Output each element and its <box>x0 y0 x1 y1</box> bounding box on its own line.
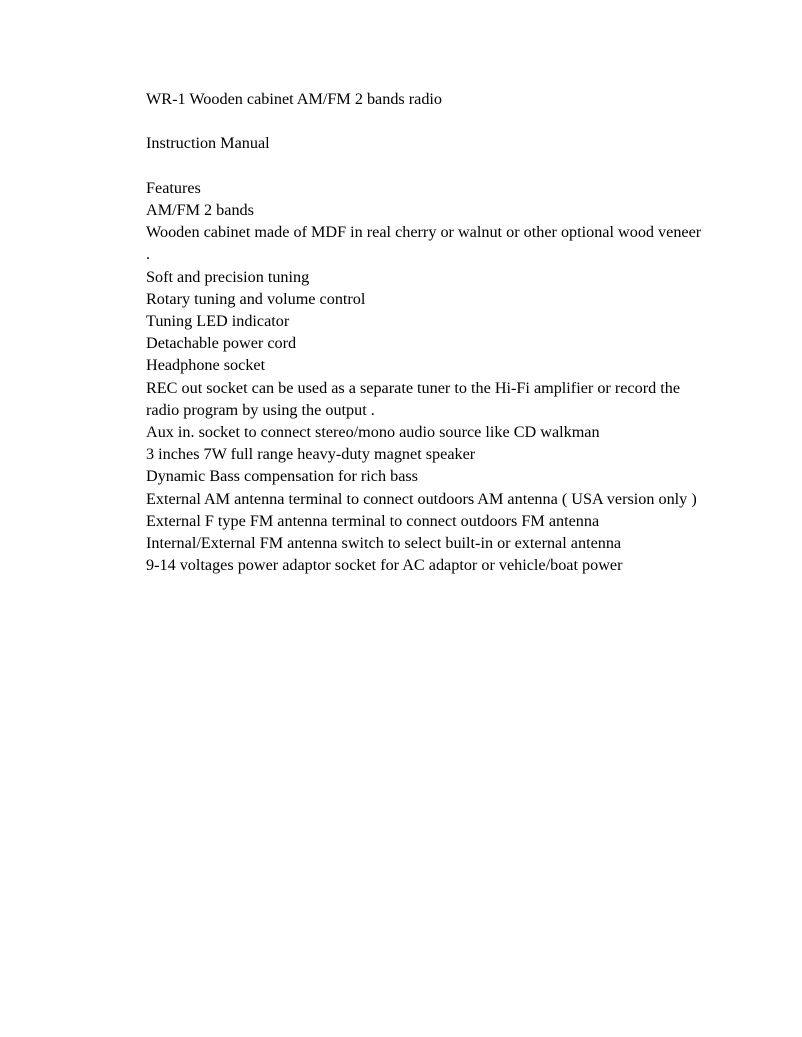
feature-item: 3 inches 7W full range heavy-duty magnet speaker <box>146 445 476 464</box>
spacer <box>146 155 706 177</box>
feature-item: Aux in. socket to connect stereo/mono audio source like CD walkman <box>146 423 600 442</box>
document-page <box>146 88 706 576</box>
feature-item: AM/FM 2 bands <box>146 200 254 219</box>
feature-item: Headphone socket <box>146 356 266 375</box>
features-heading: Features <box>146 178 201 197</box>
feature-item: Rotary tuning and volume control <box>146 289 366 308</box>
feature-item: Detachable power cord <box>146 334 297 353</box>
feature-item: 9-14 voltages power adaptor socket for AC adaptor or vehicle/boat power <box>146 556 623 575</box>
feature-item: External AM antenna terminal to connect outdoors AM antenna ( USA version only ) <box>146 489 697 508</box>
spacer <box>146 110 706 132</box>
feature-item: REC out socket can be used as a separate tuner to the Hi-Fi amplifier or record the radio program by using the output . <box>146 378 685 419</box>
document-subtitle: Instruction Manual <box>146 134 270 153</box>
feature-item: Wooden cabinet made of MDF in real cherry or walnut or other optional wood veneer . <box>146 223 706 264</box>
feature-item: External F type FM antenna terminal to connect outdoors FM antenna <box>146 511 600 530</box>
feature-item: Soft and precision tuning <box>146 267 310 286</box>
feature-item: Internal/External FM antenna switch to select built-in or external antenna <box>146 534 622 553</box>
features-list <box>146 199 706 576</box>
feature-item: Dynamic Bass compensation for rich bass <box>146 467 418 486</box>
feature-item: Tuning LED indicator <box>146 312 290 330</box>
document-title: WR-1 Wooden cabinet AM/FM 2 bands radio <box>146 90 443 108</box>
